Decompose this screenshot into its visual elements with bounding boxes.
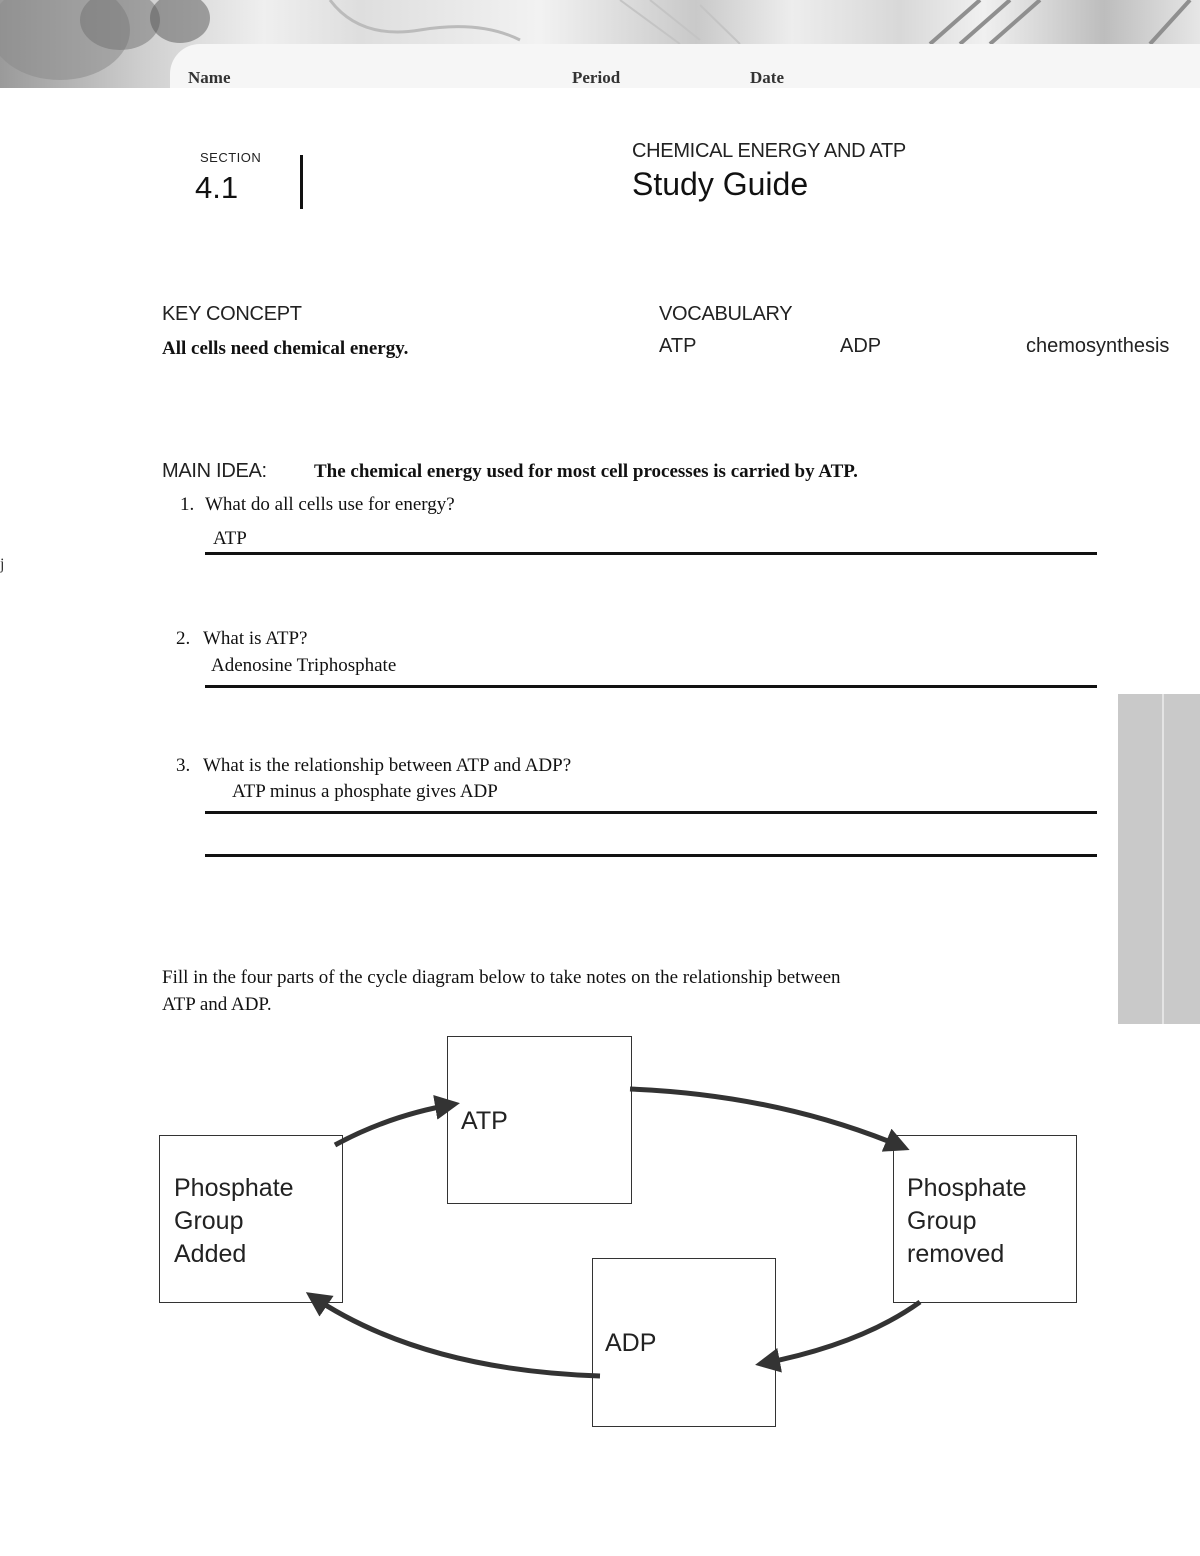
cycle-left-line-2: Group	[174, 1207, 244, 1235]
question-2-number: 2.	[176, 628, 191, 649]
page-title: Study Guide	[632, 166, 809, 202]
chapter-subtitle: CHEMICAL ENERGY AND ATP	[632, 140, 906, 162]
stray-mark: j	[0, 556, 5, 573]
answer-1[interactable]: ATP	[213, 528, 247, 549]
period-label: Period	[572, 68, 621, 87]
vocab-term-chemosynthesis: chemosynthesis	[1026, 335, 1170, 357]
question-1-text: What do all cells use for energy?	[205, 494, 455, 515]
section-number: 4.1	[195, 170, 239, 205]
question-3-text: What is the relationship between ATP and ADP?	[203, 755, 572, 776]
arrow-adp-to-added	[310, 1295, 600, 1376]
vocab-term-adp: ADP	[840, 335, 882, 357]
main-idea-label: MAIN IDEA:	[162, 460, 267, 482]
cycle-left-line-1: Phosphate	[174, 1174, 294, 1202]
vocabulary-heading: VOCABULARY	[659, 303, 793, 325]
instructions-line-2: ATP and ADP.	[162, 994, 272, 1015]
name-label: Name	[188, 68, 231, 87]
cycle-right-line-1: Phosphate	[907, 1174, 1027, 1202]
question-1-number: 1.	[180, 494, 195, 515]
arrow-removed-to-adp	[760, 1302, 920, 1364]
question-2-text: What is ATP?	[203, 628, 308, 649]
vocab-term-atp: ATP	[659, 335, 697, 357]
cycle-bottom-label: ADP	[605, 1329, 657, 1357]
main-idea-text: The chemical energy used for most cell processes is carried by ATP.	[314, 461, 858, 482]
arrow-atp-to-removed	[630, 1089, 905, 1148]
key-concept-heading: KEY CONCEPT	[162, 303, 302, 325]
answer-2[interactable]: Adenosine Triphosphate	[211, 655, 397, 676]
question-3-number: 3.	[176, 755, 191, 776]
cycle-right-line-3: removed	[907, 1240, 1005, 1268]
arrow-added-to-atp	[335, 1104, 455, 1145]
answer-3[interactable]: ATP minus a phosphate gives ADP	[232, 781, 498, 802]
section-label: SECTION	[200, 150, 262, 165]
date-label: Date	[750, 68, 784, 87]
cycle-left-line-3: Added	[174, 1240, 247, 1268]
key-concept-text: All cells need chemical energy.	[162, 338, 409, 359]
instructions-line-1: Fill in the four parts of the cycle diagram below to take notes on the relationship between	[162, 967, 841, 988]
cycle-right-line-2: Group	[907, 1207, 977, 1235]
cycle-top-label: ATP	[461, 1107, 508, 1135]
